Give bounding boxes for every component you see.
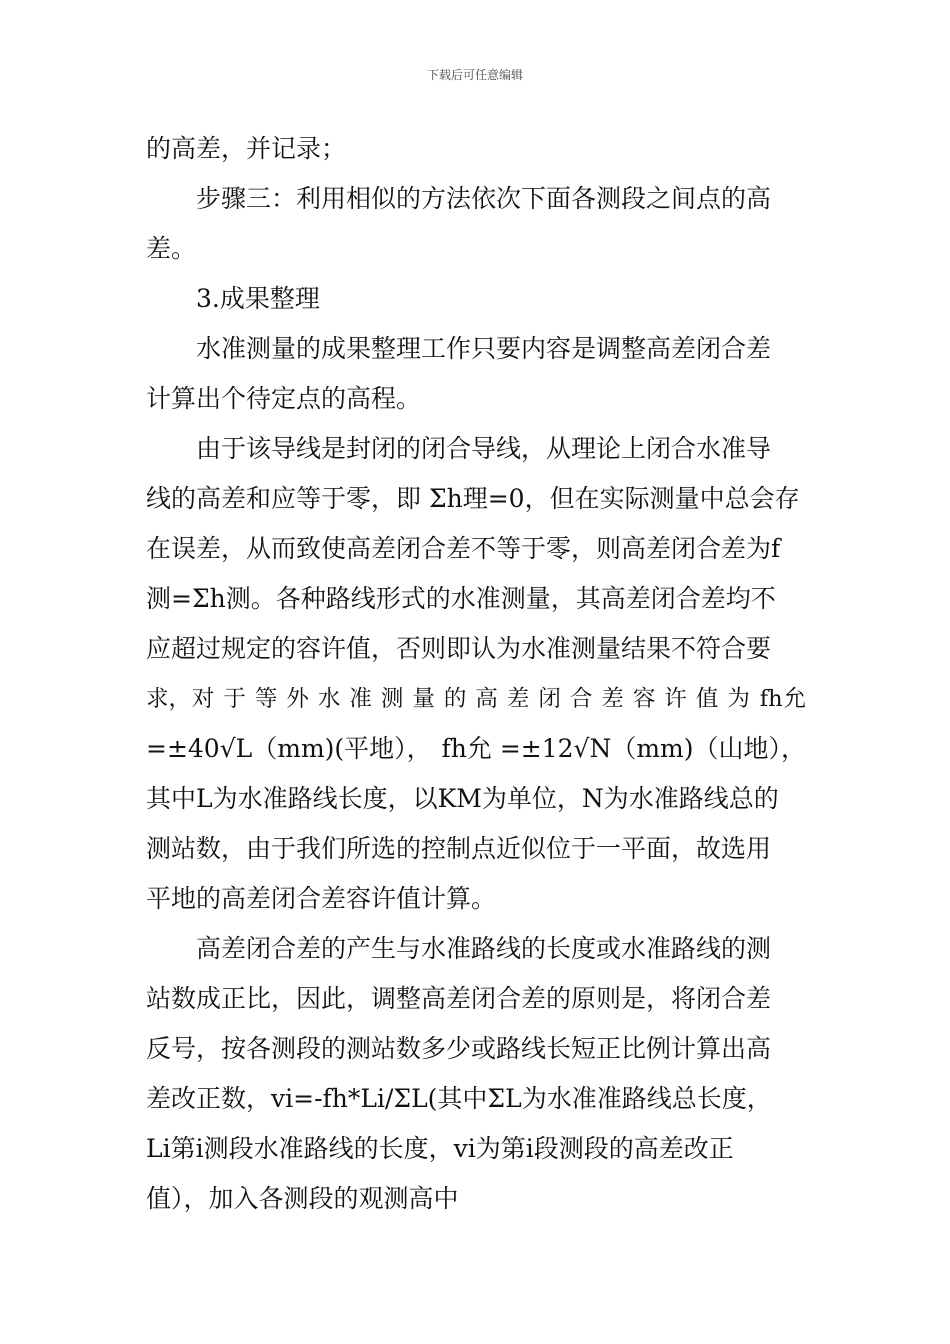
text-line: 差改正数，vi=-fh*Li/ΣL(其中ΣL为水准准路线总长度， xyxy=(146,1084,772,1113)
text-segment: 允 xyxy=(783,686,806,712)
text-segment: fh xyxy=(759,686,783,712)
text-line-justified xyxy=(146,729,806,769)
text-line: 反号，按各测段的测站数多少或路线长短正比例计算出高 xyxy=(146,1034,772,1063)
text-line: 线的高差和应等于零，即 Σh理=0，但在实际测量中总会存 xyxy=(146,484,800,513)
text-line: 应超过规定的容许值，否则即认为水准测量结果不符合要 xyxy=(146,634,772,663)
text-segment: 求， xyxy=(146,686,192,712)
text-line: 在误差，从而致使高差闭合差不等于零，则高差闭合差为f xyxy=(146,534,781,563)
text-line: 高差闭合差的产生与水准路线的长度或水准路线的测 xyxy=(196,934,772,963)
text-line: 其中L为水准路线长度，以KM为单位，N为水准路线总的 xyxy=(146,784,779,813)
text-line: 计算出个待定点的高程。 xyxy=(146,384,422,413)
text-line: 测=Σh测。各种路线形式的水准测量，其高差闭合差均不 xyxy=(146,584,776,613)
text-segment: fh允 =±12√N（mm)（山地）， xyxy=(441,734,806,763)
text-line: 的高差，并记录； xyxy=(146,134,347,163)
text-line: 水准测量的成果整理工作只要内容是调整高差闭合差 xyxy=(196,334,772,363)
text-segment: 对于等外水准测量的高差闭合差容许值为 xyxy=(191,686,759,712)
text-line: 值），加入各测段的观测高中 xyxy=(146,1184,459,1213)
text-line: 平地的高差闭合差容许值计算。 xyxy=(146,884,497,913)
text-line: 步骤三：利用相似的方法依次下面各测段之间点的高 xyxy=(196,184,772,213)
text-line: Li第i测段水准路线的长度，vi为第i段测段的高差改正 xyxy=(146,1134,734,1163)
page-header: 下载后可任意编辑 xyxy=(426,68,523,82)
text-line-justified xyxy=(146,679,806,719)
text-line: 由于该导线是封闭的闭合导线，从理论上闭合水准导 xyxy=(196,434,772,463)
text-line: 测站数，由于我们所选的控制点近似位于一平面，故选用 xyxy=(146,834,772,863)
text-line: 站数成正比，因此，调整高差闭合差的原则是，将闭合差 xyxy=(146,984,772,1013)
text-segment: =±40√L（mm)(平地）， xyxy=(146,734,432,763)
text-line: 差。 xyxy=(146,234,197,263)
section-heading: 3.成果整理 xyxy=(196,284,320,313)
